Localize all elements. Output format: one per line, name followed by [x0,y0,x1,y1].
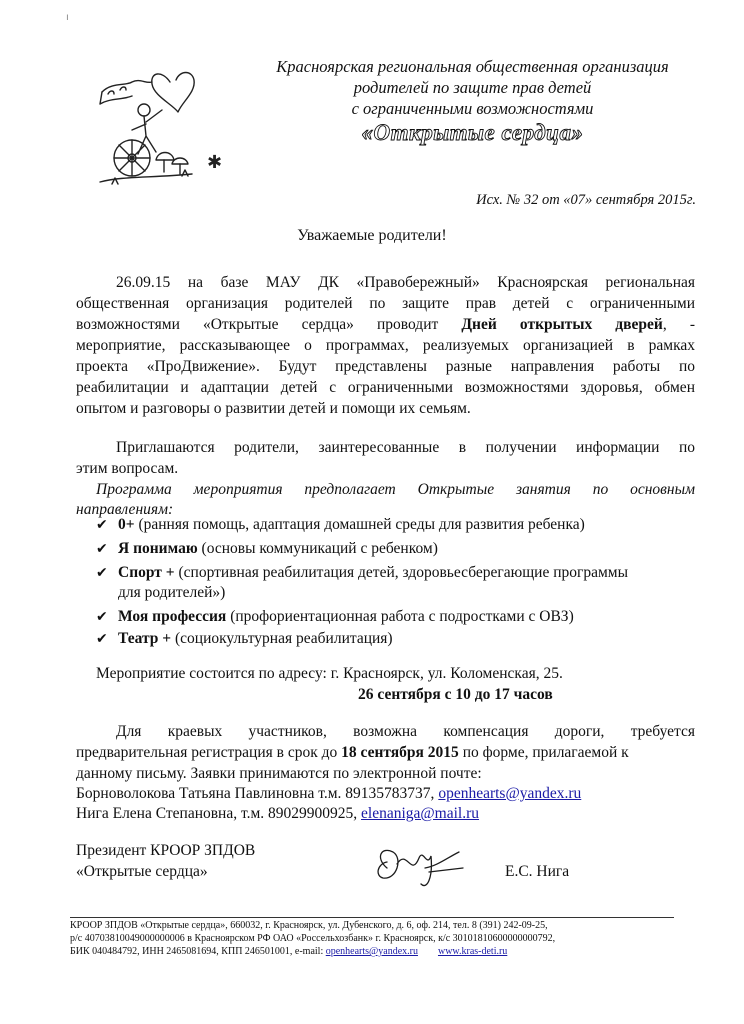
greeting-heading: Уважаемые родители! [297,227,447,244]
open-days-emphasis: Дней открытых дверей [461,316,663,333]
asterisk-icon: ✱ [207,152,223,173]
footer-line-2: р/с 40703810049000000006 в Красноярском РФ ОАО «Россельхозбанк» г. Красноярск, к/с 30101810600000000792, [70,933,556,944]
list-item-text: (ранняя помощь, адаптация домашней среды для развития ребенка) [134,516,585,533]
org-name-title: «Открытые сердца» [361,120,584,145]
signatory-title: Президент КРООР ЗПДОВ [76,842,256,859]
list-item-bold: 0+ [118,516,135,533]
contact-line-1 [76,784,695,804]
signatory-name: Е.С. Нига [505,863,570,880]
list-item-text: (профориентационная работа с подростками с ОВЗ) [226,608,574,625]
checkmark-icon: ✔ [96,631,108,647]
p2-line-3: Программа мероприятия предполагает Открытые занятия по основным [96,481,695,498]
list-item-text: (основы коммуникаций с ребенком) [197,540,438,557]
scan-corner-mark: ı [66,12,69,23]
footer-line-3 [70,946,674,958]
footer-spacer [418,946,438,957]
contact-2-text: Нига Елена Степановна, т.м. 89029900925, [76,805,362,822]
org-line-2: родителей по защите прав детей [353,78,592,97]
list-item-text: (социокультурная реабилитация) [171,630,393,647]
p2-line-1: Приглашаются родители, заинтересованные в получении информации по [116,439,695,456]
checkmark-icon: ✔ [96,541,108,557]
list-item [96,564,696,582]
p2-line-4: направлениям: [76,501,174,518]
footer-line-1: КРООР ЗПДОВ «Открытые сердца», 660032, г. Красноярск, ул. Дубенского, д. 6, оф. 214, тел. 8 (391) 242-09-25, [70,920,548,931]
footer-email-link[interactable]: openhearts@yandex.ru [325,946,418,957]
p3-line-2-tail: по форме, прилагаемой к [458,744,629,761]
list-item [96,540,696,558]
p1-line-3-tail: , - [662,316,695,333]
deadline-date: 18 сентября 2015 [341,744,459,761]
list-item [96,516,696,534]
p3-line-1: Для краевых участников, возможна компенсация дороги, требуется [116,723,695,740]
event-datetime: 26 сентября с 10 до 17 часов [358,686,553,703]
footer-requisites: БИК 040484792, ИНН 2465081694, КПП 246501001, e-mail: [70,946,326,957]
signature-scribble [367,838,472,896]
p1-line-3-text: возможностями «Открытые сердца» проводит [76,316,439,333]
p2-line-2: этим вопросам. [76,460,179,477]
list-item [96,630,696,648]
list-item-text: (спортивная реабилитация детей, здоровьесберегающие программы [174,564,629,581]
list-item [96,608,696,626]
checkmark-icon: ✔ [96,609,108,625]
footer-website-link[interactable]: www.kras-deti.ru [437,946,508,957]
p1-line-2: общественная организация родителей по защите прав детей с ограниченными [76,295,695,312]
list-item-bold: Спорт + [118,564,175,581]
list-item-continuation: для родителей») [118,584,226,601]
p3-line-2 [76,743,695,763]
signatory-org: «Открытые сердца» [76,863,208,880]
list-item-bold: Моя профессия [118,608,227,625]
logo-drawing [92,52,232,202]
email-link-elenaniga[interactable]: elenaniga@mail.ru [361,805,480,822]
contact-1-text: Борноволокова Татьяна Павлиновна т.м. 89135783737, [76,785,439,802]
list-item-bold: Театр + [118,630,172,647]
contact-line-2 [76,804,695,824]
p1-line-4: мероприятие, рассказывающее о программах, реализуемых организацией в рамках [76,337,695,354]
p1-line-1: 26.09.15 на базе МАУ ДК «Правобережный» Красноярская региональная [116,274,695,291]
list-item-bold: Я понимаю [118,540,198,557]
outgoing-reference: Исх. № 32 от «07» сентября 2015г. [476,192,696,208]
p3-line-3: данному письму. Заявки принимаются по электронной почте: [76,765,482,782]
p3-line-2-text: предварительная регистрация в срок до [76,744,342,761]
email-link-openhearts[interactable]: openhearts@yandex.ru [438,785,582,802]
p1-line-6: реабилитации и адаптации детей с ограниченными возможностями здоровья, обмен [76,379,695,396]
checkmark-icon: ✔ [96,565,108,581]
event-address: Мероприятие состоится по адресу: г. Красноярск, ул. Коломенская, 25. [96,665,563,682]
p1-line-7: опытом и разговоры о развитии детей и помощи их семьям. [76,400,471,417]
p1-line-5: проекта «ПроДвижение». Будут представлены разные направления работы по [76,358,695,375]
org-line-3: с ограниченными возможностями [351,99,594,118]
p1-line-3 [76,315,695,335]
org-line-1: Красноярская региональная общественная организация [276,57,669,76]
footer-divider [70,917,674,918]
checkmark-icon: ✔ [96,517,108,533]
